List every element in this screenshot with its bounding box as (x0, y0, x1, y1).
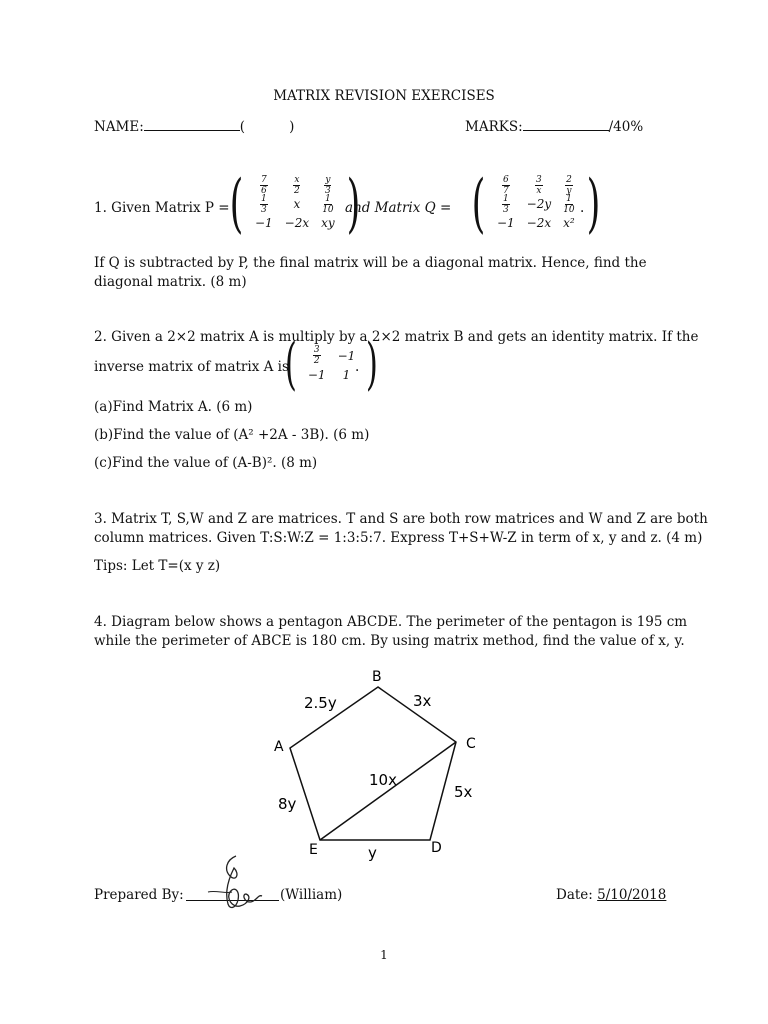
date-value: 5/10/2018 (597, 887, 667, 903)
matrix-q: ( $\frac{6}{7}$ $\frac{3}{x}$ $\frac{2}{y}$ $\frac{1}{3}$ −2y $\frac{1}{10}$ −1 −2x x² ) (471, 167, 601, 241)
matrix-a-inverse-cell: −1 (307, 367, 326, 382)
edge-label-ec: 10x (369, 771, 397, 789)
matrix-q-cell: −2y (526, 197, 552, 211)
matrix-p-cell: x (293, 197, 301, 211)
q2-part-b: (b)Find the value of (A² +2A - 3B). (6 m) (94, 427, 370, 443)
name-row (94, 117, 294, 137)
name-blank (144, 117, 240, 131)
matrix-p: ( $\frac{7}{6}$ $\frac{x}{2}$ $\frac{y}{3}$ $\frac{1}{3}$ x $\frac{1}{10}$ −1 −2x xy ) (229, 167, 361, 241)
q1-text-line1: If Q is subtracted by P, the final matrix will be a diagonal matrix. Hence, find the (94, 255, 647, 271)
edge-label-ab: 2.5y (304, 694, 337, 712)
signature (196, 846, 276, 916)
matrix-p-cell: $\frac{x}{2}$ (294, 174, 300, 196)
vertex-c: C (466, 736, 476, 752)
matrix-p-cell: $\frac{y}{3}$ (325, 174, 331, 196)
vertex-e: E (309, 842, 318, 858)
matrix-q-cell: $\frac{2}{y}$ (566, 174, 572, 196)
page-title: MATRIX REVISION EXERCISES (273, 88, 495, 104)
name-label: NAME: (94, 119, 144, 135)
matrix-q-cell: $\frac{1}{10}$ (563, 193, 575, 215)
q2-part-c: (c)Find the value of (A-B)². (8 m) (94, 455, 318, 471)
q2-line2-prefix: inverse matrix of matrix A is (94, 359, 289, 375)
date-label: Date: (556, 887, 593, 903)
q4-line1: 4. Diagram below shows a pentagon ABCDE. The perimeter of the pentagon is 195 cm (94, 614, 688, 630)
marks-label: MARKS: (465, 119, 523, 135)
vertex-b: B (372, 669, 382, 685)
edge-label-bc: 3x (413, 692, 432, 710)
matrix-p-cell: −2x (284, 216, 310, 230)
matrix-q-cell: −1 (496, 216, 515, 230)
q2-line2-suffix: . (355, 359, 360, 375)
matrix-p-cell: xy (321, 216, 335, 230)
matrix-a-inverse-cell: $\frac{3}{2}$ (313, 345, 320, 366)
marks-total: /40% (608, 119, 644, 135)
matrix-p-cell: $\frac{7}{6}$ (260, 174, 267, 196)
matrix-a-inverse-cell: 1 (342, 367, 351, 382)
q1-text-line2: diagonal matrix. (8 m) (94, 274, 247, 290)
class-paren-close: ) (289, 119, 295, 135)
q3-tips: Tips: Let T=(x y z) (94, 558, 221, 574)
q2-part-a: (a)Find Matrix A. (6 m) (94, 399, 253, 415)
marks-row (465, 117, 643, 137)
matrix-q-cell: $\frac{3}{x}$ (536, 174, 542, 196)
matrix-q-cell: x² (563, 216, 575, 230)
matrix-q-cell: $\frac{6}{7}$ (502, 174, 509, 196)
q1-suffix: . (580, 200, 585, 216)
vertex-a: A (274, 739, 284, 755)
prepared-by-name: (William) (280, 887, 343, 903)
marks-blank (523, 117, 609, 131)
edge-label-ea: 8y (278, 795, 297, 813)
vertex-d: D (431, 840, 442, 856)
matrix-a-inverse: ( $\frac{3}{2}$ −1 −1 1 ) (284, 332, 379, 397)
q1-connector: and Matrix Q = (345, 200, 452, 216)
class-paren-open: ( (239, 119, 246, 135)
diagonal-ec (320, 742, 456, 840)
pentagon-diagram (260, 662, 490, 872)
q3-line2: column matrices. Given T:S:W:Z = 1:3:5:7. Express T+S+W-Z in term of x, y and z. (4 m) (94, 530, 703, 546)
edge-label-de: y (368, 844, 377, 862)
matrix-q-cell: −2x (526, 216, 552, 230)
page-number: 1 (380, 948, 388, 962)
prepared-by-label: Prepared By: (94, 887, 184, 903)
q1-prefix: 1. Given Matrix P = (94, 200, 230, 216)
matrix-a-inverse-cell: −1 (337, 348, 356, 363)
matrix-q-cell: $\frac{1}{3}$ (502, 193, 509, 215)
q2-line1: 2. Given a 2×2 matrix A is multiply by a 2×2 matrix B and gets an identity matrix. If the (94, 329, 699, 345)
matrix-p-cell: $\frac{1}{3}$ (260, 193, 267, 215)
matrix-p-cell: −1 (254, 216, 273, 230)
matrix-p-cell: $\frac{1}{10}$ (322, 193, 334, 215)
date-row (556, 886, 666, 905)
q3-line1: 3. Matrix T, S,W and Z are matrices. T and S are both row matrices and W and Z are both (94, 511, 708, 527)
q4-line2: while the perimeter of ABCE is 180 cm. By using matrix method, find the value of x, y. (94, 633, 685, 649)
edge-label-cd: 5x (454, 783, 473, 801)
